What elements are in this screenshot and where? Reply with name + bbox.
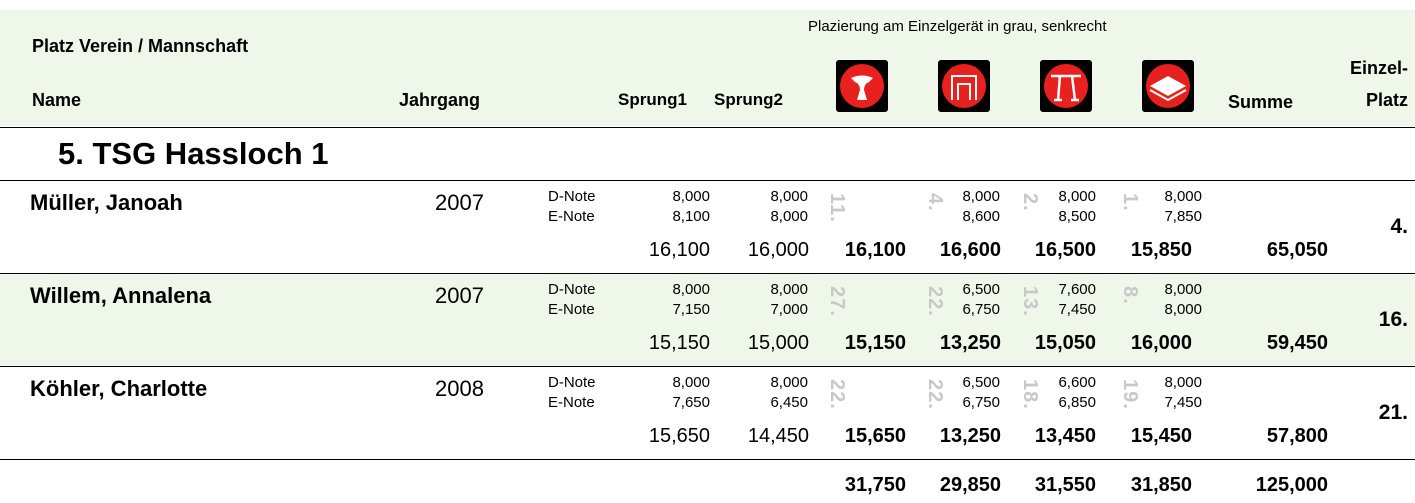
header-platz: Platz	[1365, 90, 1408, 110]
beam-e-note: 7,450	[1058, 301, 1096, 318]
beam-e-note: 8,500	[1058, 208, 1096, 225]
beam-d-note: 6,600	[1058, 374, 1096, 391]
floor-e-note: 8,000	[1164, 301, 1202, 318]
floor-d-note: 8,000	[1164, 188, 1202, 205]
sprung2-e-note: 6,450	[770, 394, 808, 411]
header-platz-verein: Platz Verein / Mannschaft	[32, 36, 249, 56]
vault-total: 16,100	[844, 239, 906, 261]
bars-placement: 4.	[924, 193, 946, 212]
athlete-name: Müller, Janoah	[30, 190, 183, 215]
beam-placement: 13.	[1019, 286, 1041, 317]
sprung1-total: 15,650	[648, 425, 710, 447]
team-title: 5. TSG Hassloch 1	[58, 136, 329, 171]
sprung2-d-note: 8,000	[770, 188, 808, 205]
header-jahrgang: Jahrgang	[399, 90, 481, 110]
total-bars: 29,850	[939, 474, 1001, 496]
beam-placement: 2.	[1019, 193, 1041, 212]
beam-total: 16,500	[1034, 239, 1096, 261]
header-sprung2: Sprung2	[714, 90, 783, 109]
floor-total: 15,450	[1130, 425, 1192, 447]
floor-total: 15,850	[1130, 239, 1192, 261]
bars-total: 13,250	[939, 332, 1001, 354]
bars-placement: 22.	[924, 286, 946, 317]
athlete-sum: 65,050	[1266, 239, 1328, 261]
sprung2-total: 15,000	[747, 332, 809, 354]
total-sum: 125,000	[1255, 474, 1328, 496]
athlete-year: 2007	[435, 283, 484, 308]
floor-placement: 1.	[1119, 193, 1141, 212]
athlete-rank: 4.	[1390, 215, 1408, 238]
header-summe: Summe	[1228, 92, 1294, 112]
floor-total: 16,000	[1130, 332, 1192, 354]
beam-d-note: 8,000	[1058, 188, 1096, 205]
floor-icon	[1142, 60, 1194, 112]
floor-d-note: 8,000	[1164, 281, 1202, 298]
vault-total: 15,650	[844, 425, 906, 447]
sprung2-total: 16,000	[747, 239, 809, 261]
vault-icon	[836, 60, 888, 112]
athlete-sum: 59,450	[1266, 332, 1328, 354]
floor-placement: 8.	[1119, 286, 1141, 305]
floor-d-note: 8,000	[1164, 374, 1202, 391]
sprung1-e-note: 7,650	[672, 394, 710, 411]
beam-placement: 18.	[1019, 379, 1041, 410]
header-divider	[0, 127, 1415, 128]
athlete-name: Köhler, Charlotte	[30, 376, 208, 401]
athlete-name: Willem, Annalena	[30, 283, 212, 308]
sprung1-total: 16,100	[648, 239, 710, 261]
athlete-sum: 57,800	[1266, 425, 1328, 447]
sprung2-d-note: 8,000	[770, 281, 808, 298]
vault-placement: 11.	[826, 193, 848, 223]
sprung1-d-note: 8,000	[672, 188, 710, 205]
divider	[0, 459, 1415, 460]
floor-e-note: 7,450	[1164, 394, 1202, 411]
sprung1-d-note: 8,000	[672, 281, 710, 298]
total-floor: 31,850	[1130, 474, 1192, 496]
sprung2-d-note: 8,000	[770, 374, 808, 391]
sprung2-e-note: 7,000	[770, 301, 808, 318]
bars-total: 16,600	[939, 239, 1001, 261]
vault-placement: 27.	[826, 286, 848, 317]
divider	[0, 273, 1415, 274]
header-name: Name	[32, 90, 82, 110]
sprung2-e-note: 8,000	[770, 208, 808, 225]
sprung2-total: 14,450	[747, 425, 809, 447]
bars-d-note: 6,500	[962, 374, 1000, 391]
beam-d-note: 7,600	[1058, 281, 1096, 298]
bars-placement: 22.	[924, 379, 946, 410]
athlete-rank: 21.	[1378, 401, 1408, 424]
total-beam: 31,550	[1034, 474, 1096, 496]
e-note-label: E-Note	[548, 394, 595, 411]
beam-e-note: 6,850	[1058, 394, 1096, 411]
d-note-label: D-Note	[548, 374, 596, 391]
divider	[0, 180, 1415, 181]
header-einzel: Einzel-	[1349, 58, 1408, 78]
bars-e-note: 8,600	[962, 208, 1000, 225]
sprung1-total: 15,150	[648, 332, 710, 354]
bars-e-note: 6,750	[962, 301, 1000, 318]
d-note-label: D-Note	[548, 281, 596, 298]
athlete-rank: 16.	[1378, 308, 1408, 331]
e-note-label: E-Note	[548, 208, 595, 225]
header-sprung1: Sprung1	[618, 90, 687, 109]
athlete-year: 2007	[435, 190, 484, 215]
e-note-label: E-Note	[548, 301, 595, 318]
floor-e-note: 7,850	[1164, 208, 1202, 225]
bars-d-note: 6,500	[962, 281, 1000, 298]
vault-placement: 22.	[826, 379, 848, 410]
bars-d-note: 8,000	[962, 188, 1000, 205]
placement-note: Plazierung am Einzelgerät in grau, senkrecht	[808, 18, 1107, 35]
header-background	[0, 10, 1415, 126]
sprung1-d-note: 8,000	[672, 374, 710, 391]
beam-total: 15,050	[1034, 332, 1096, 354]
floor-placement: 19.	[1119, 379, 1141, 410]
athlete-year: 2008	[435, 376, 484, 401]
vault-total: 15,150	[844, 332, 906, 354]
sprung1-e-note: 7,150	[672, 301, 710, 318]
bars-total: 13,250	[939, 425, 1001, 447]
d-note-label: D-Note	[548, 188, 596, 205]
beam-total: 13,450	[1034, 425, 1096, 447]
sprung1-e-note: 8,100	[672, 208, 710, 225]
total-vault: 31,750	[844, 474, 906, 496]
bars-e-note: 6,750	[962, 394, 1000, 411]
uneven-bars-icon	[938, 60, 990, 112]
divider	[0, 366, 1415, 367]
balance-beam-icon	[1040, 60, 1092, 112]
